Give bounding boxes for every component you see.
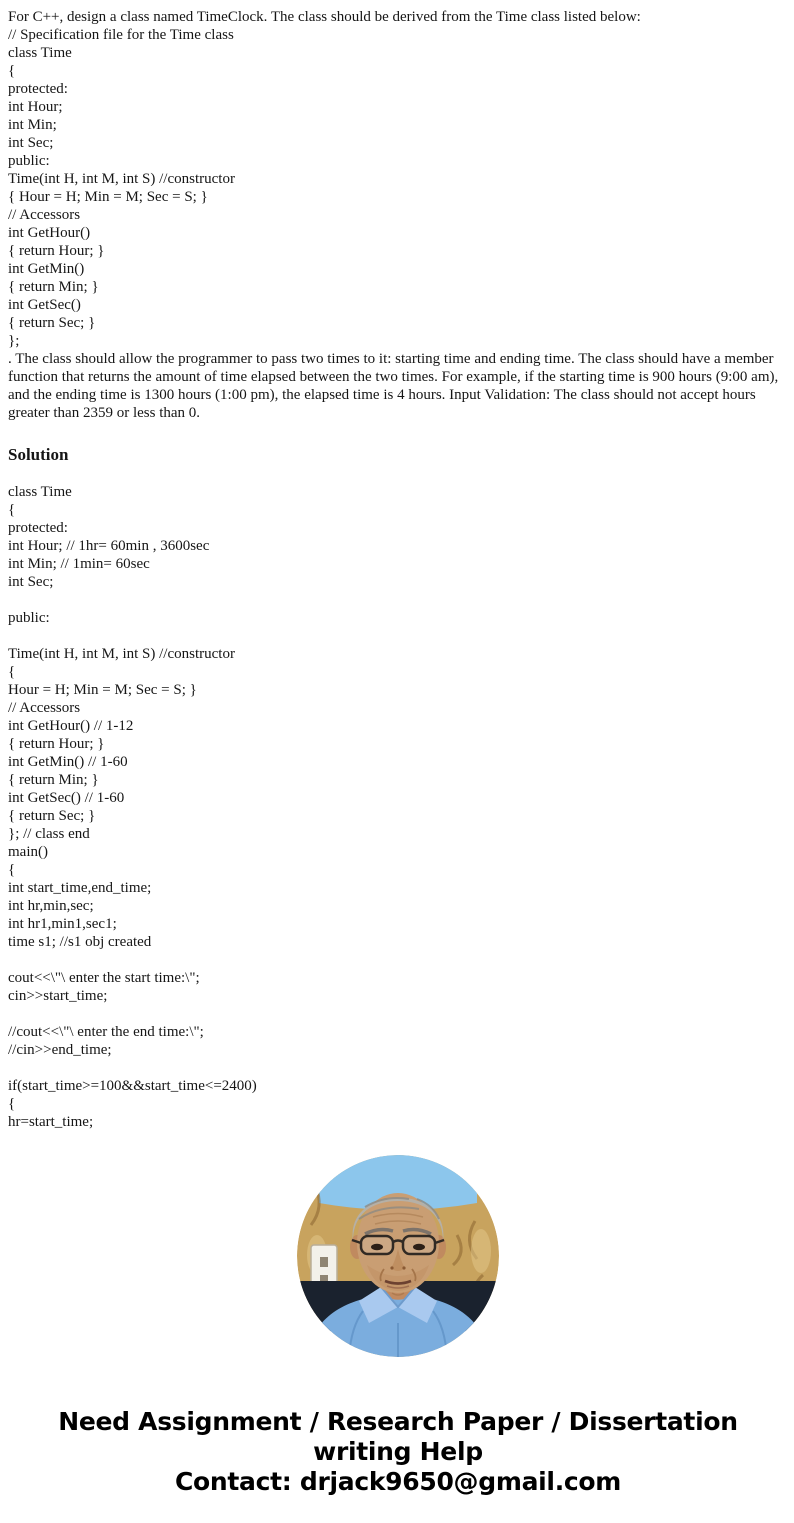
text-line — [8, 1005, 788, 1023]
text-line: class Time — [8, 45, 72, 61]
text-line: time s1; //s1 obj created — [8, 934, 152, 950]
question-block — [8, 8, 788, 350]
text-line: int GetHour() // 1-12 — [8, 718, 134, 734]
text-line: int GetSec() — [8, 297, 81, 313]
text-line: // Specification file for the Time class — [8, 27, 234, 43]
text-line: { return Min; } — [8, 772, 99, 788]
text-line: }; // class end — [8, 826, 90, 842]
footer-banner — [8, 1407, 788, 1497]
text-line — [8, 951, 788, 969]
text-line: // Accessors — [8, 700, 81, 716]
text-line: Contact: drjack9650@gmail.com — [174, 1467, 622, 1496]
text-line: if(start_time>=100&&start_time<=2400) — [8, 1078, 257, 1094]
text-line — [8, 627, 788, 645]
text-line: cin>>start_time; — [8, 988, 108, 1004]
text-line: int GetHour() — [8, 225, 91, 241]
text-line: Time(int H, int M, int S) //constructor — [8, 171, 235, 187]
text-line: int GetMin() — [8, 261, 85, 277]
tutor-avatar — [297, 1155, 499, 1357]
text-line: int Min; // 1min= 60sec — [8, 556, 150, 572]
text-line: { — [8, 862, 16, 878]
text-line: { — [8, 502, 16, 518]
text-line: cout<<\"\ enter the start time:\"; — [8, 970, 200, 986]
text-line: main() — [8, 844, 48, 860]
text-line: { — [8, 1096, 16, 1112]
avatar-container — [8, 1155, 788, 1357]
text-line: // Accessors — [8, 207, 81, 223]
text-line: int Sec; — [8, 135, 54, 151]
text-line: int hr,min,sec; — [8, 898, 94, 914]
text-line: { return Sec; } — [8, 315, 96, 331]
text-line: For C++, design a class named TimeClock. The class should be derived from the Time class listed below: — [8, 9, 641, 25]
text-line: { — [8, 664, 16, 680]
text-line: { return Hour; } — [8, 736, 105, 752]
text-line: Need Assignment / Research Paper / Dissertation — [58, 1407, 738, 1436]
text-line — [8, 591, 788, 609]
text-line: //cout<<\"\ enter the end time:\"; — [8, 1024, 204, 1040]
text-line: writing Help — [313, 1437, 483, 1466]
text-line: int GetMin() // 1-60 — [8, 754, 128, 770]
text-line: Time(int H, int M, int S) //constructor — [8, 646, 235, 662]
text-line: //cin>>end_time; — [8, 1042, 112, 1058]
question-paragraph: . The class should allow the programmer to pass two times to it: starting time and ending time. The class should have a member function that returns the amount of time elapsed between the two times. For example, if the starting time is 900 hours (9:00 am), and the ending time is 1300 hours (1:00 pm), the elapsed time is 4 hours. Input Validation: The class should not accept hours greater than 2359 or less than 0. — [8, 351, 779, 421]
text-line: hr=start_time; — [8, 1114, 94, 1130]
text-line: public: — [8, 153, 50, 169]
text-line: int GetSec() // 1-60 — [8, 790, 125, 806]
text-line: int Hour; — [8, 99, 63, 115]
text-line: int Min; — [8, 117, 57, 133]
text-line — [8, 1059, 788, 1077]
text-line: int hr1,min1,sec1; — [8, 916, 117, 932]
solution-heading: Solution — [8, 445, 69, 464]
solution-code-block — [8, 483, 788, 1131]
text-line: }; — [8, 333, 20, 349]
text-line: int start_time,end_time; — [8, 880, 152, 896]
text-line: public: — [8, 610, 50, 626]
text-line: protected: — [8, 81, 68, 97]
text-line: class Time — [8, 484, 72, 500]
text-line: protected: — [8, 520, 68, 536]
text-line: { return Sec; } — [8, 808, 96, 824]
text-line: { return Min; } — [8, 279, 99, 295]
text-line: int Hour; // 1hr= 60min , 3600sec — [8, 538, 210, 554]
text-line: int Sec; — [8, 574, 54, 590]
text-line: { — [8, 63, 16, 79]
text-line: Hour = H; Min = M; Sec = S; } — [8, 682, 197, 698]
text-line: { return Hour; } — [8, 243, 105, 259]
text-line: { Hour = H; Min = M; Sec = S; } — [8, 189, 208, 205]
